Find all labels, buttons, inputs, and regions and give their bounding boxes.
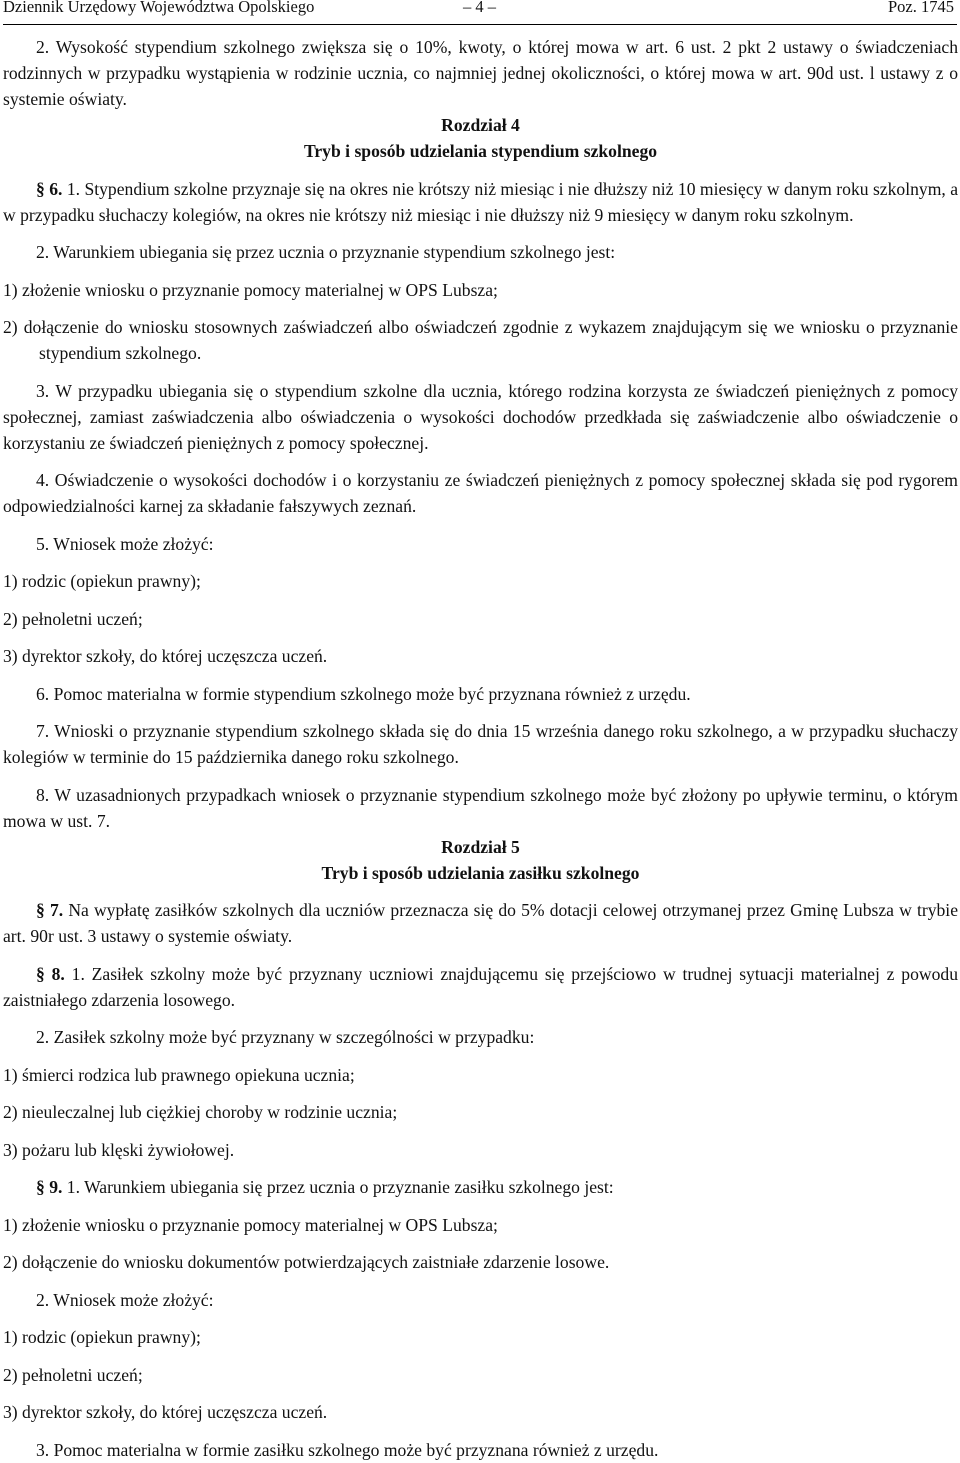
chapter-5-title: Rozdział 5 — [441, 836, 520, 857]
section-8-paragraph-2: 2. Zasiłek szkolny może być przyznany w szczególności w przypadku: — [36, 1027, 535, 1047]
section-9-paragraph-2-item-3: 3) dyrektor szkoły, do której uczęszcza uczeń. — [3, 1402, 328, 1422]
section-8-mark: § 8. — [36, 963, 65, 984]
section-6-paragraph-6: 6. Pomoc materialna w formie stypendium szkolnego może być przyznana również z urzędu. — [36, 683, 691, 704]
section-6-paragraph-5: 5. Wniosek może złożyć: — [36, 533, 214, 554]
section-7-mark: § 7. — [36, 900, 64, 920]
section-6-mark: § 6. — [36, 178, 63, 199]
page-header — [3, 0, 957, 25]
section-6-paragraph-2-item-2: 2) dołączenie do wniosku stosownych zaświadczeń albo oświadczeń zgodnie z wykazem znajdującym się we wniosku o przyznanie stypendium szkolnego. — [3, 317, 958, 363]
section-6-paragraph-4: 4. Oświadczenie o wysokości dochodów i o korzystaniu ze świadczeń pieniężnych z pomocy społecznej składa się pod rygorem odpowiedzialności karnej za składanie fałszywych zeznań. — [3, 470, 958, 516]
section-9-paragraph-3: 3. Pomoc materialna w formie zasiłku szkolnego może być przyznana również z urzędu. — [36, 1439, 659, 1460]
section-9-paragraph-2: 2. Wniosek może złożyć: — [36, 1289, 214, 1310]
section-8-paragraph-2-item-1: 1) śmierci rodzica lub prawnego opiekuna ucznia; — [3, 1064, 355, 1085]
chapter-4-title: Rozdział 4 — [441, 115, 520, 135]
intro-paragraph-2: 2. Wysokość stypendium szkolnego zwiększa się o 10%, kwoty, o której mowa w art. 6 ust. 2 pkt 2 ustawy o świadczeniach rodzinnych w przypadku wystąpienia w rodzinie ucznia, co najmniej jednej okoliczności, o której mowa w art. 90d ust. l ustawy z o systemie oświaty. — [3, 37, 958, 109]
position-number: Poz. 1745 — [888, 0, 954, 16]
section-7-text: Na wypłatę zasiłków szkolnych dla uczniów przeznacza się do 5% dotacji celowej otrzymanej przez Gminę Lubsza w trybie art. 90r ust. 3 ustawy o systemie oświaty. — [3, 900, 958, 946]
chapter-4-subtitle: Tryb i sposób udzielania stypendium szkolnego — [303, 141, 658, 161]
section-6-paragraph-5-item-1: 1) rodzic (opiekun prawny); — [3, 571, 201, 591]
section-6-paragraph-1 — [3, 176, 958, 228]
section-6-paragraph-2-item-1: 1) złożenie wniosku o przyznanie pomocy materialnej w OPS Lubsza; — [3, 279, 498, 300]
section-7-paragraph — [3, 897, 958, 949]
section-6-paragraph-8: 8. W uzasadnionych przypadkach wniosek o przyznanie stypendium szkolnego może być złożony po upływie terminu, o którym mowa w ust. 7. — [3, 784, 958, 831]
document-body — [3, 34, 958, 1463]
page-number: – 4 – — [463, 0, 496, 16]
section-6-paragraph-7: 7. Wnioski o przyznanie stypendium szkolnego składa się do dnia 15 września danego roku szkolnego, a w przypadku słuchaczy kolegiów w terminie do 15 października danego roku szkolnego. — [3, 721, 958, 767]
section-8-paragraph-2-item-3: 3) pożaru lub klęski żywiołowej. — [3, 1139, 235, 1160]
section-8-paragraph-1 — [3, 961, 958, 1013]
section-9-paragraph-1-item-1: 1) złożenie wniosku o przyznanie pomocy materialnej w OPS Lubsza; — [3, 1214, 498, 1235]
section-9-mark: § 9. — [36, 1177, 63, 1197]
section-9-paragraph-2-item-2: 2) pełnoletni uczeń; — [3, 1364, 143, 1385]
section-6-paragraph-5-item-2: 2) pełnoletni uczeń; — [3, 608, 143, 629]
section-6-paragraph-2: 2. Warunkiem ubiegania się przez ucznia o przyznanie stypendium szkolnego jest: — [36, 242, 616, 262]
section-8-paragraph-2-item-2: 2) nieuleczalnej lub ciężkiej choroby w rodzinie ucznia; — [3, 1102, 398, 1122]
section-9-paragraph-2-item-1: 1) rodzic (opiekun prawny); — [3, 1327, 201, 1347]
section-6-paragraph-5-item-3: 3) dyrektor szkoły, do której uczęszcza uczeń. — [3, 646, 328, 666]
section-9-paragraph-1-text: 1. Warunkiem ubiegania się przez ucznia o przyznanie zasiłku szkolnego jest: — [66, 1177, 614, 1197]
chapter-5-subtitle: Tryb i sposób udzielania zasiłku szkolnego — [321, 862, 640, 883]
section-6-paragraph-1-text: 1. Stypendium szkolne przyznaje się na okres nie krótszy niż miesiąc i nie dłuższy niż 10 miesięcy w danym roku szkolnym, a w przypadku słuchaczy kolegiów, na okres nie krótszy niż miesiąc i nie dłuższy niż 9 miesięcy w danym roku szkolnym. — [3, 178, 959, 225]
journal-title: Dziennik Urzędowy Województwa Opolskiego — [3, 0, 315, 16]
section-9-paragraph-1-item-2: 2) dołączenie do wniosku dokumentów potwierdzających zaistniałe zdarzenie losowe. — [3, 1252, 610, 1272]
section-6-paragraph-3: 3. W przypadku ubiegania się o stypendium szkolne dla ucznia, którego rodzina korzysta ze świadczeń pieniężnych z pomocy społecznej, zamiast zaświadczenia albo oświadczenia o wysokości dochodów przedkłada się zaświadczenie albo oświadczenie o korzystaniu ze świadczeń pieniężnych z pomocy społecznej. — [3, 380, 958, 453]
section-9-paragraph-1 — [3, 1174, 958, 1200]
section-8-paragraph-1-text: 1. Zasiłek szkolny może być przyznany uczniowi znajdującemu się przejściowo w trudnej sytuacji materialnej z powodu zaistniałego zdarzenia losowego. — [3, 963, 958, 1010]
